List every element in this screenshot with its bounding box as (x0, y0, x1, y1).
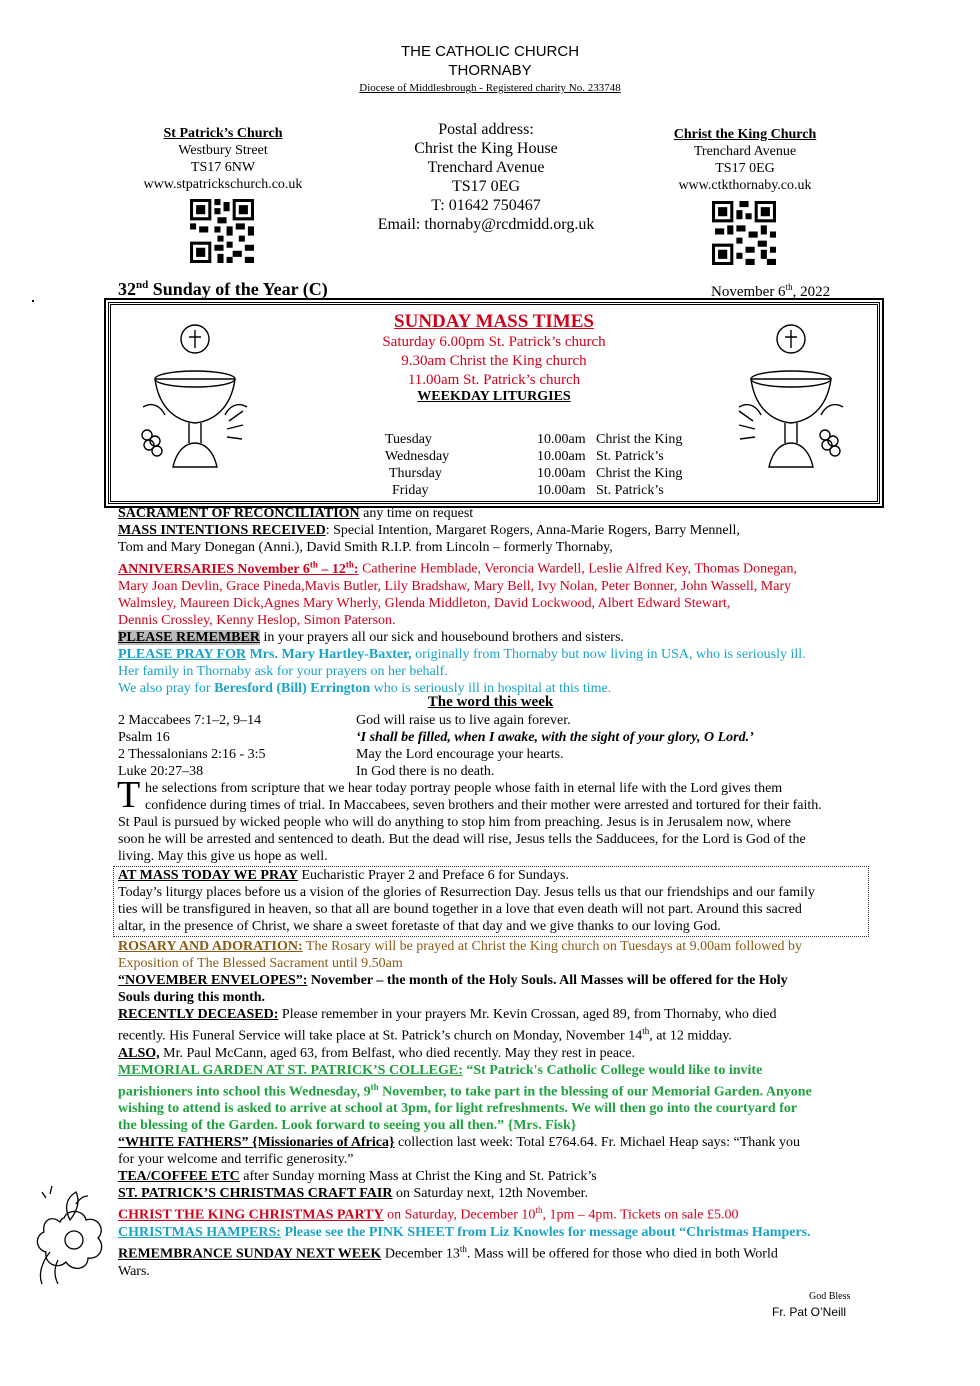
memorial-line2 (118, 1079, 863, 1101)
readings-texts (356, 712, 754, 780)
weekday-church: St. Patrick’s (596, 483, 664, 498)
deceased-text2b: , at 12 midday. (649, 1028, 732, 1044)
weekday-day: Wednesday (385, 449, 450, 464)
st-patricks-street: Westbury Street (178, 143, 268, 158)
deceased-sup: th (642, 1026, 650, 1036)
reflection-top (145, 780, 822, 814)
sunday-mass-title: SUNDAY MASS TIMES (394, 311, 594, 332)
postal-phone: T: 01642 750467 (431, 197, 541, 214)
st-patricks-postcode: TS17 6NW (190, 160, 256, 175)
reconciliation-heading: SACRAMENT OF RECONCILIATION (118, 506, 360, 521)
memorial-text2a: parishioners into school this Wednesday, 9 (118, 1084, 371, 1100)
intentions-text: : Special Intention, Margaret Rogers, Anna-Marie Rogers, Barry Mennell, (325, 523, 740, 538)
pray-name: Mrs. Mary Hartley-Baxter, (246, 646, 412, 662)
anniv-line3: Walmsley, Maureen Dick,Agnes Mary Wherly, Glenda Middleton, David Lockwood, Albert Edward Stewart, (118, 595, 731, 611)
anniv-h: ANNIVERSARIES November 6 (118, 561, 310, 577)
pray-heading: PLEASE PRAY FOR (118, 646, 247, 662)
hampers-notice (118, 1224, 863, 1241)
signature: Fr. Pat O’Neill (772, 1305, 847, 1319)
weekday-church: St. Patrick’s (596, 449, 664, 464)
postal-street: Trenchard Avenue (427, 159, 545, 176)
memorial-text1: “St Patrick's Catholic College would like to invite (462, 1062, 763, 1078)
remembrance-heading: REMEMBRANCE SUNDAY NEXT WEEK (118, 1246, 382, 1262)
reflection-line: he selections from scripture that we hear today portray people whose faith in eternal life with the Lord gives them (145, 781, 783, 796)
tea-notice (118, 1168, 863, 1185)
reading-text: God will raise us to live again forever. (356, 713, 571, 728)
mass-today-line: Today’s liturgy places before us a vision of the glories of Resurrection Day. Jesus tells us that our friendships and our family (118, 885, 815, 900)
date-post: , 2022 (792, 284, 831, 300)
postal-address (360, 120, 612, 234)
pray-line2: Her family in Thornaby ask for your prayers on her behalf. (118, 663, 448, 679)
reflection-line: St Paul is pursued by wicked people who will do anything to stop him from preaching. Jesus is in Jerusalem now, where (118, 815, 791, 830)
pray-text3b: who is seriously ill in hospital at this time. (370, 680, 612, 696)
reading-ref: Psalm 16 (118, 730, 170, 745)
party-heading: CHRIST THE KING CHRISTMAS PARTY (118, 1207, 384, 1223)
weekday-day: Thursday (389, 466, 442, 481)
reflection-line: soon he will be arrested and sentenced to death. But the dead will rise, Jesus tells the Sadducees, for the Lord is God of the (118, 832, 806, 847)
reflection-bottom (118, 814, 863, 865)
tea-heading: TEA/COFFEE ETC (118, 1169, 240, 1185)
church-title (0, 42, 980, 80)
mass-today-intro: Eucharistic Prayer 2 and Preface 6 for Sundays. (297, 868, 569, 883)
pray-text3a: We also pray for (118, 680, 215, 696)
craft-heading: ST. PATRICK’S CHRISTMAS CRAFT FAIR (118, 1186, 393, 1202)
postal-postcode: TS17 0EG (452, 178, 520, 195)
remember-heading: PLEASE REMEMBER (118, 629, 260, 645)
anniv-colon: : (353, 561, 359, 577)
mass-today-text (118, 867, 863, 935)
mass-today-heading: AT MASS TODAY WE PRAY (118, 868, 298, 883)
memorial-text2b: November, to take part in the blessing of our Memorial Garden. Anyone (378, 1084, 812, 1100)
date-sup: th (785, 282, 793, 292)
mass-times-box (108, 302, 880, 504)
anniv-text1: Catherine Hemblade, Veroncia Wardell, Leslie Alfred Key, Thomas Donegan, (358, 561, 798, 577)
st-patricks-address (118, 125, 328, 193)
intentions-heading: MASS INTENTIONS RECEIVED (118, 523, 326, 538)
pray-name2: Beresford (Bill) Errington (214, 680, 371, 696)
weekday-day: Tuesday (385, 432, 432, 447)
white-fathers-notice (118, 1134, 863, 1151)
reading-text: May the Lord encourage your hearts. (356, 747, 564, 762)
rosary-heading: ROSARY AND ADORATION: (118, 939, 303, 954)
remembrance-line2: Wars. (118, 1263, 150, 1279)
also-heading: ALSO, (118, 1045, 160, 1061)
pray-for-notice (118, 646, 863, 663)
anniversaries-notice (118, 556, 863, 578)
anniv-sup2: th (345, 559, 354, 569)
pray-text1: originally from Thornaby but now living in USA, who is seriously ill. (411, 646, 806, 662)
sunday-num: 32 (118, 279, 136, 299)
also-text: Mr. Paul McCann, aged 63, from Belfast, who died recently. May they rest in peace. (159, 1045, 635, 1061)
anniv-mid: – 12 (317, 561, 346, 577)
reading-ref: Luke 20:27–38 (118, 764, 204, 779)
party-sup: th (535, 1205, 543, 1216)
sunday-date (711, 282, 830, 301)
anniv-line4: Dennis Crossley, Kenny Heslop, Simon Paterson. (118, 612, 396, 628)
title-line2: THORNABY (448, 62, 532, 79)
mass-sunday-list (111, 311, 877, 390)
november-line2: Souls during this month. (118, 990, 266, 1005)
deceased-line2 (118, 1023, 863, 1045)
memorial-sup: th (370, 1081, 379, 1092)
weekday-time: 10.00am (537, 466, 586, 481)
st-patricks-qr-icon (190, 199, 254, 263)
mass-1100: 11.00am St. Patrick’s church (407, 372, 581, 388)
rosary-notice (118, 938, 863, 955)
postal-house: Christ the King House (414, 140, 558, 157)
sunday-sup: nd (136, 279, 149, 291)
weekday-day: Friday (392, 483, 429, 498)
memorial-notice (118, 1062, 863, 1079)
november-heading: “NOVEMBER ENVELOPES”: (118, 973, 308, 988)
notices-block (118, 505, 863, 697)
reconciliation-notice (118, 505, 863, 522)
anniversaries-heading (118, 559, 359, 577)
white-fathers-heading: “WHITE FATHERS” {Missionaries of Africa} (118, 1135, 395, 1151)
diocese-line: Diocese of Middlesbrough - Registered charity No. 233748 (359, 82, 621, 94)
white-fathers-line2: for your welcome and terrific generosity.” (118, 1152, 354, 1168)
remembrance-sup: th (459, 1243, 467, 1254)
weekday-time: 10.00am (537, 483, 586, 498)
remembrance-text2: . Mass will be offered for those who died in both World (466, 1246, 778, 1262)
remember-notice (118, 629, 863, 646)
ctk-website[interactable]: www.ctkthornaby.co.uk (678, 178, 812, 193)
sunday-rest: Sunday of the Year (C) (148, 279, 328, 299)
mass-930: 9.30am Christ the King church (401, 353, 587, 369)
weekday-time: 10.00am (537, 432, 586, 447)
mass-today-line: ties will be transfigured in heaven, so that all are bound together in a love that even death will not part. Around this sacred (118, 902, 802, 917)
page-dot (32, 300, 34, 302)
intentions-notice (118, 522, 863, 539)
deceased-text: Please remember in your prayers Mr. Kevin Crossan, aged 89, from Thornaby, who died (278, 1007, 777, 1022)
rosary-text: The Rosary will be prayed at Christ the King church on Tuesdays at 9.00am followed by (302, 939, 803, 954)
st-patricks-website[interactable]: www.stpatrickschurch.co.uk (143, 177, 303, 192)
sunday-heading (118, 279, 328, 300)
reconciliation-text: any time on request (359, 506, 474, 521)
weekday-time: 10.00am (537, 449, 586, 464)
rosary-line2: Exposition of The Blessed Sacrament until 9.50am (118, 956, 403, 971)
remembrance-notice (118, 1241, 863, 1263)
ctk-address (650, 126, 840, 194)
deceased-notice (118, 1006, 863, 1023)
party-notice (118, 1202, 863, 1224)
weekday-church: Christ the King (596, 466, 683, 481)
ctk-postcode: TS17 0EG (715, 161, 775, 176)
hampers-text: Please see the PINK SHEET from Liz Knowles for message about “Christmas Hampers. (280, 1224, 811, 1240)
white-fathers-text: collection last week: Total £764.64. Fr. Michael Heap says: “Thank you (394, 1135, 800, 1151)
poppy-icon (30, 1182, 130, 1292)
reading-ref: 2 Maccabees 7:1–2, 9–14 (118, 713, 262, 728)
god-bless: God Bless (809, 1291, 851, 1302)
deceased-text2a: recently. His Funeral Service will take place at St. Patrick’s church on Monday, November 14 (118, 1028, 643, 1044)
intentions-line2: Tom and Mary Donegan (Anni.), David Smith R.I.P. from Lincoln – formerly Thornaby, (118, 540, 613, 555)
deceased-heading: RECENTLY DECEASED: (118, 1007, 279, 1022)
november-text: November – the month of the Holy Souls. All Masses will be offered for the Holy (307, 973, 788, 988)
memorial-line3: wishing to attend is asked to arrive at school at 3pm, for light refreshments. We will then go into the courtyard for (118, 1101, 798, 1117)
weekday-title: WEEKDAY LITURGIES (417, 389, 571, 404)
november-notice (118, 972, 863, 989)
craft-fair-notice (118, 1185, 863, 1202)
mass-saturday: Saturday 6.00pm St. Patrick’s church (382, 334, 606, 350)
ctk-street: Trenchard Avenue (693, 144, 797, 159)
dropcap: T (117, 774, 141, 816)
remember-text: in your prayers all our sick and housebound brothers and sisters. (259, 629, 624, 645)
also-notice (118, 1045, 863, 1062)
anniv-sup1: th (309, 559, 318, 569)
st-patricks-name: St Patrick’s Church (163, 126, 283, 141)
mass-today-line: altar, in the presence of Christ, we share a sweet foretaste of that day and we give thanks to our loving God. (118, 919, 721, 934)
tea-text: after Sunday morning Mass at Christ the King and St. Patrick’s (239, 1169, 597, 1185)
readings-refs (118, 712, 266, 780)
memorial-heading: MEMORIAL GARDEN AT ST. PATRICK’S COLLEGE: (118, 1062, 463, 1078)
reading-text: In God there is no death. (356, 764, 495, 779)
memorial-line4: the blessing of the Garden. Look forward to seeing you all then.” {Mrs. Fisk} (118, 1118, 577, 1134)
title-line1: THE CATHOLIC CHURCH (400, 43, 580, 60)
weekday-church: Christ the King (596, 432, 683, 447)
date-pre: November 6 (711, 284, 786, 300)
hampers-heading: CHRISTMAS HAMPERS: (118, 1224, 281, 1240)
anniv-line2: Mary Joan Devlin, Grace Pineda,Mavis Butler, Lily Bradshaw, Mary Bell, Ivy Nolan, Peter Bonner, John Wassell, Mary (118, 578, 792, 594)
ctk-qr-icon (712, 201, 776, 265)
ctk-name: Christ the King Church (673, 127, 817, 142)
reading-text: ‘I shall be filled, when I awake, with the sight of your glory, O Lord.’ (356, 730, 754, 745)
party-text2: , 1pm – 4pm. Tickets on sale £5.00 (542, 1207, 739, 1223)
party-text1: on Saturday, December 10 (383, 1207, 536, 1223)
craft-text: on Saturday next, 12th November. (392, 1186, 589, 1202)
reflection-line: confidence during times of trial. In Maccabees, seven brothers and their mother were arrested and tortured for their faith. (145, 798, 822, 813)
remembrance-text1: December 13 (381, 1246, 460, 1262)
postal-email[interactable]: Email: thornaby@rcdmidd.org.uk (377, 216, 595, 233)
mass-today-heading-line (118, 867, 863, 884)
reading-ref: 2 Thessalonians 2:16 - 3:5 (118, 747, 266, 762)
more-notices (118, 938, 863, 1280)
postal-label: Postal address: (438, 121, 534, 138)
reflection-line: living. May this give us hope as well. (118, 849, 328, 864)
word-title: The word this week (427, 694, 554, 710)
